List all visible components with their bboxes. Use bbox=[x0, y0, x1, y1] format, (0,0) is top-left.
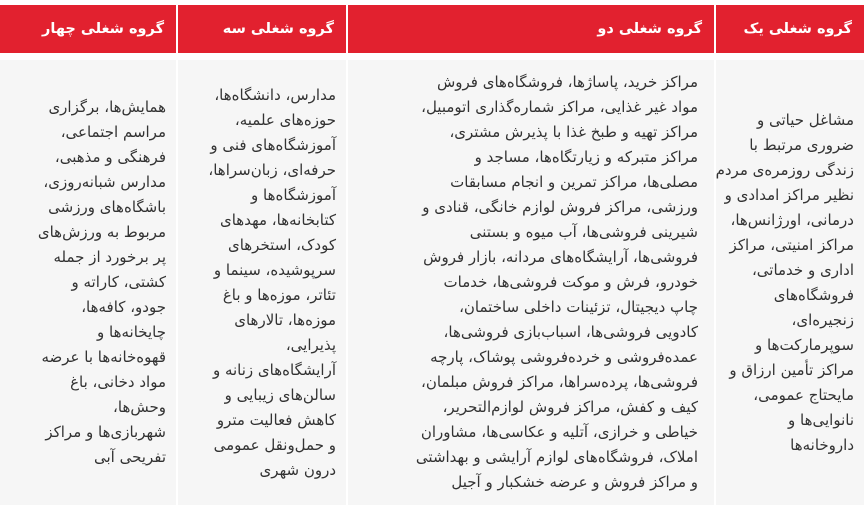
header-group-two: گروه شغلی دو bbox=[348, 5, 714, 53]
cell-text-line: خودرو، فرش و موکت فروشی‌ها، خدمات bbox=[443, 273, 698, 291]
cell-text-line: نانوایی‌ها و bbox=[787, 410, 854, 429]
header-group-one: گروه شغلی یک bbox=[716, 5, 864, 53]
cell-text-line: حرفه‌ای، زبان‌سراها، bbox=[208, 160, 336, 179]
cell-text-line: قهوه‌خانه‌ها با عرضه bbox=[41, 348, 166, 366]
cell-text-line: کادویی فروشی‌ها، اسباب‌بازی فروشی‌ها، bbox=[443, 323, 698, 341]
cell-text-line: خیاطی و خرازی، آتلیه و عکاسی‌ها، مشاوران bbox=[420, 423, 698, 441]
cell-text-line: پر برخورد از جمله bbox=[53, 248, 166, 266]
cell-text-line: آموزشگاه‌های فنی و bbox=[210, 135, 336, 154]
cell-text-line: فروشی‌ها، پرده‌سراها، مراکز فروش مبلمان، bbox=[420, 373, 698, 391]
cell-text-line: تئاتر، موزه‌ها و باغ bbox=[222, 285, 336, 304]
cell-text-line: کودک، استخرهای bbox=[227, 235, 336, 254]
cell-text-line: مراسم اجتماعی، bbox=[60, 123, 166, 141]
cell-text-line: مربوط به ورزش‌های bbox=[37, 223, 166, 241]
cell-text-line: فروشی‌ها، آرایشگاه‌های مردانه، بازار فروش bbox=[423, 248, 698, 266]
cell-text-line: مراکز خرید، پاساژها، فروشگاه‌های فروش bbox=[436, 73, 698, 91]
cell-text-line: سالن‌های زیبایی و bbox=[224, 385, 336, 404]
cell-text-line: تفریحی آبی bbox=[93, 448, 166, 466]
cell-text-line: اداری و خدماتی، bbox=[751, 260, 854, 279]
cell-text-line: مراکز تهیه و طبخ غذا با پذیرش مشتری، bbox=[449, 123, 698, 141]
cell-group-four bbox=[0, 60, 176, 505]
cell-text-line: سوپرمارکت‌ها و bbox=[755, 335, 854, 354]
cell-text-line: و مراکز فروش و عرضه خشکبار و آجیل bbox=[451, 473, 698, 491]
cell-text-line: ضروری مرتبط با bbox=[749, 135, 854, 154]
cell-text-line: زنجیره‌ای، bbox=[791, 310, 854, 329]
cell-group-three bbox=[178, 60, 346, 505]
cell-text-line: مایحتاج عمومی، bbox=[753, 385, 854, 404]
cell-group-two bbox=[348, 60, 714, 505]
cell-text-line: شهربازی‌ها و مراکز bbox=[45, 423, 166, 441]
cell-text-line: مواد دخانی، باغ bbox=[70, 373, 166, 391]
cell-text-line: کاهش فعالیت مترو bbox=[216, 410, 336, 429]
cell-text-line: چاپ دیجیتال، تزئینات داخلی ساختمان، bbox=[459, 298, 698, 316]
cell-text-line: و حمل‌ونقل عمومی bbox=[213, 435, 336, 454]
cell-text-line: حوزه‌های علمیه، bbox=[234, 110, 336, 129]
cell-text-line: عمده‌فروشی و خرده‌فروشی پوشاک، پارچه bbox=[430, 348, 698, 366]
cell-text-line: کتابخانه‌ها، مهدهای bbox=[219, 210, 336, 229]
cell-text-line: موزه‌ها، تالارهای bbox=[234, 310, 336, 329]
job-groups-table bbox=[0, 5, 864, 505]
cell-text-line: شیرینی فروشی‌ها، آب میوه و بستنی bbox=[469, 223, 698, 241]
cell-text-line: نظیر مراکز امدادی و bbox=[724, 185, 854, 204]
cell-text-line: ورزشی، مراکز فروش لوازم خانگی، قنادی و bbox=[422, 198, 698, 216]
cell-text-line: فرهنگی و مذهبی، bbox=[54, 148, 166, 166]
cell-text-line: سرپوشیده، سینما و bbox=[213, 260, 336, 279]
cell-text-line: زندگی روزمره‌ی مردم bbox=[715, 160, 854, 179]
cell-text-line: فروشگاه‌های bbox=[773, 285, 854, 304]
cell-text-line: مراکز تأمین ارزاق و bbox=[729, 360, 854, 379]
cell-text-line: داروخانه‌ها bbox=[790, 435, 854, 454]
cell-group-one bbox=[716, 60, 864, 505]
cell-text-line: مشاغل حیاتی و bbox=[756, 110, 854, 129]
cell-text-line: کشتی، کاراته و bbox=[71, 273, 166, 291]
cell-text-line: مصلی‌ها، مراکز تمرین و انجام مسابقات bbox=[450, 173, 698, 191]
header-group-three: گروه شغلی سه bbox=[178, 5, 346, 53]
cell-text-line: مدارس، دانشگاه‌ها، bbox=[214, 85, 336, 104]
cell-text-line: مواد غیر غذایی، مراکز شماره‌گذاری اتومبیل، bbox=[421, 98, 698, 116]
cell-text-line: باشگاه‌های ورزشی bbox=[48, 198, 166, 216]
cell-text-line: درمانی، اورژانس‌ها، bbox=[730, 210, 854, 229]
cell-text-line: وحش‌ها، bbox=[113, 398, 166, 416]
cell-text-line: آموزشگاه‌ها و bbox=[251, 185, 336, 204]
cell-text-line: آرایشگاه‌های زنانه و bbox=[212, 360, 336, 379]
cell-text-line: املاک، فروشگاه‌های لوازم آرایشی و بهداشتی bbox=[415, 448, 698, 466]
cell-text-line: همایش‌ها، برگزاری bbox=[48, 98, 166, 116]
cell-text-line: مراکز امنیتی، مراکز bbox=[729, 235, 854, 254]
cell-text-line: مدارس شبانه‌روزی، bbox=[43, 173, 166, 191]
cell-text-line: مراکز متبرکه و زیارتگاه‌ها، مساجد و bbox=[474, 148, 698, 166]
cell-text-line: پذیرایی، bbox=[285, 335, 336, 354]
cell-text-line: چایخانه‌ها و bbox=[97, 323, 166, 341]
cell-text-line: جودو، کافه‌ها، bbox=[81, 298, 166, 316]
header-group-four: گروه شغلی چهار bbox=[0, 5, 176, 53]
cell-text-line: درون شهری bbox=[259, 460, 336, 479]
cell-text-line: کیف و کفش، مراکز فروش لوازم‌التحریر، bbox=[442, 398, 698, 416]
